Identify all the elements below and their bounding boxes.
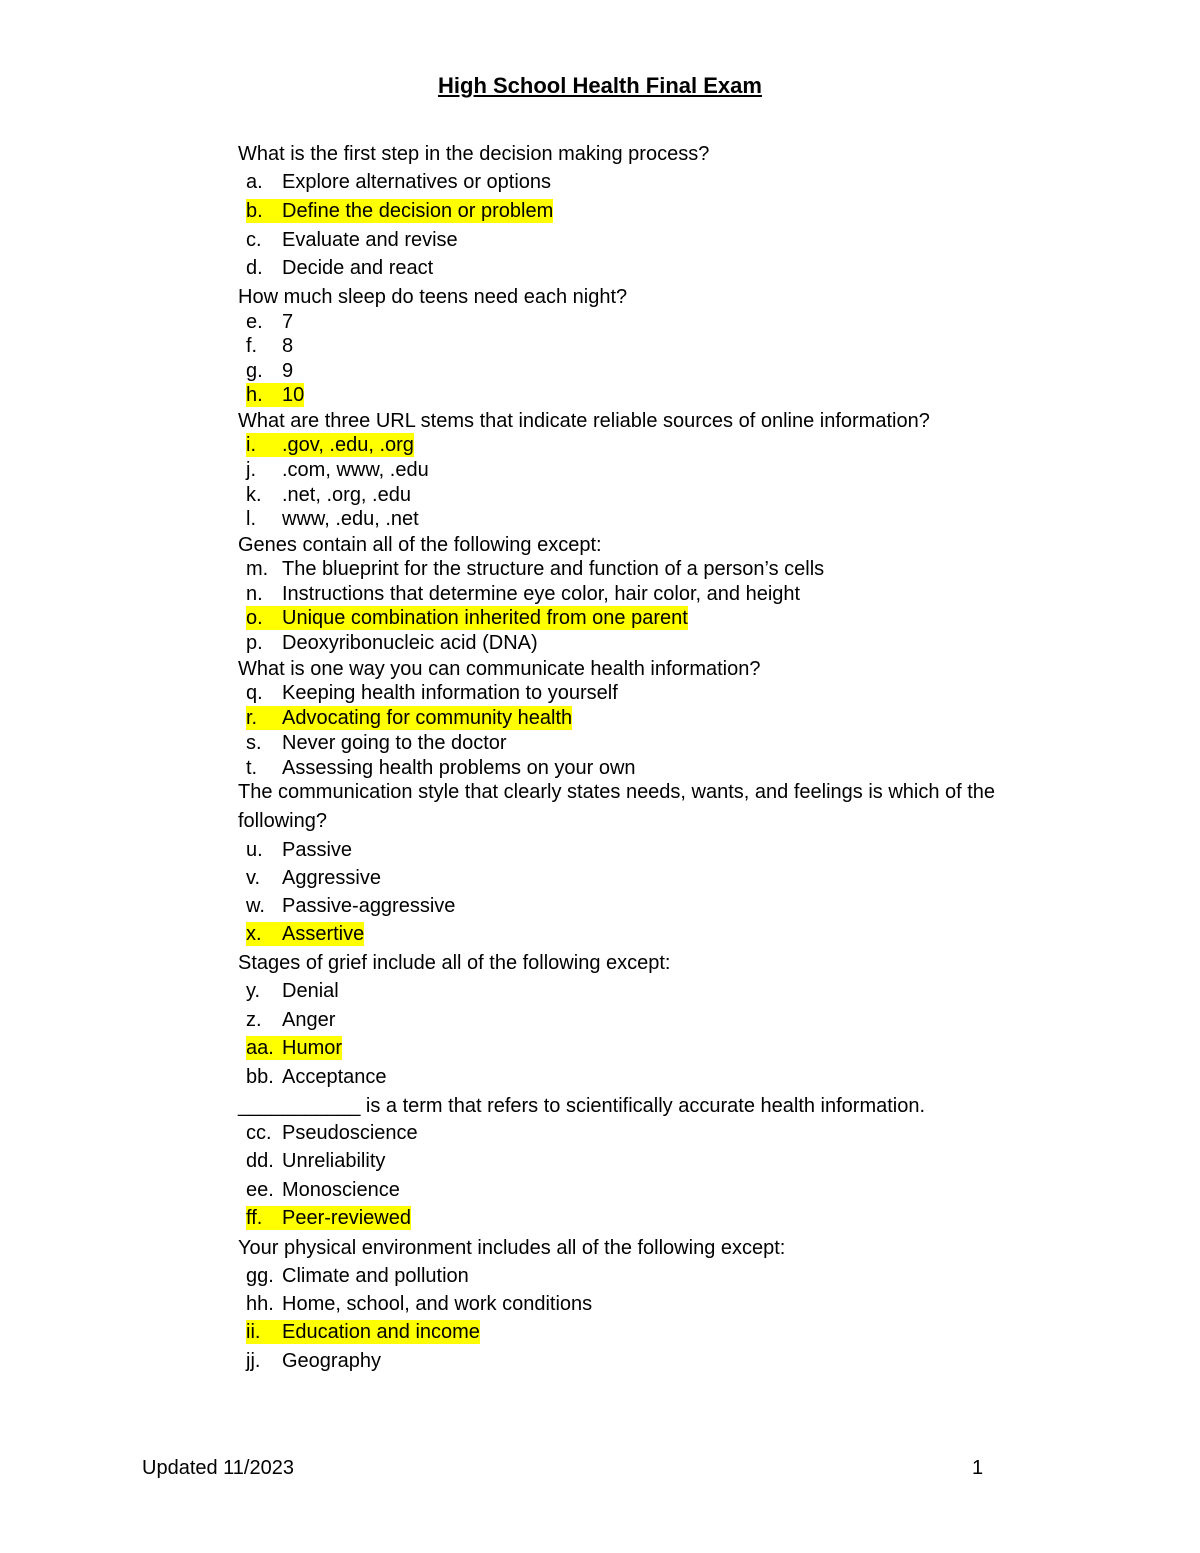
answer-option — [246, 1178, 400, 1202]
option-text: Evaluate and revise — [282, 229, 458, 251]
question-text: What is the first step in the decision making process? — [238, 143, 710, 165]
answer-option — [246, 979, 339, 1003]
option-text: .gov, .edu, .org — [282, 434, 414, 456]
option-text: Education and income — [282, 1321, 480, 1343]
footer-updated-date: Updated 11/2023 — [142, 1457, 294, 1479]
option-text: .com, www, .edu — [282, 459, 429, 481]
option-text: Define the decision or problem — [282, 200, 554, 222]
option-text: Instructions that determine eye color, hair color, and height — [282, 583, 801, 605]
answer-option — [246, 256, 433, 280]
option-text: Passive — [282, 839, 353, 861]
option-letter: t. — [246, 757, 258, 779]
option-letter: x. — [246, 923, 262, 945]
option-text: Home, school, and work conditions — [282, 1293, 593, 1315]
answer-option — [246, 681, 618, 705]
option-text: Anger — [282, 1009, 336, 1031]
question-text: Your physical environment includes all of the following except: — [238, 1237, 786, 1259]
option-text: Peer-reviewed — [282, 1207, 411, 1229]
option-letter: u. — [246, 839, 263, 861]
option-letter: bb. — [246, 1066, 274, 1088]
option-letter: gg. — [246, 1265, 274, 1287]
answer-option-correct — [246, 383, 304, 407]
option-text: Advocating for community health — [282, 707, 573, 729]
question-text: What is one way you can communicate health information? — [238, 658, 761, 680]
option-text: Aggressive — [282, 867, 381, 889]
answer-option — [246, 1121, 418, 1145]
option-text: Deoxyribonucleic acid (DNA) — [282, 632, 538, 654]
question-text: Genes contain all of the following except: — [238, 534, 602, 556]
option-letter: n. — [246, 583, 263, 605]
option-letter: r. — [246, 707, 258, 729]
page-number: 1 — [972, 1457, 984, 1479]
option-letter: f. — [246, 335, 258, 357]
answer-option-correct — [246, 199, 553, 223]
answer-option-correct — [246, 606, 688, 630]
answer-option — [246, 557, 824, 581]
option-letter: p. — [246, 632, 263, 654]
option-letter: j. — [246, 459, 256, 481]
option-letter: aa. — [246, 1037, 274, 1059]
answer-option-correct — [246, 433, 414, 457]
option-text: Assessing health problems on your own — [282, 757, 636, 779]
question-text: Stages of grief include all of the following except: — [238, 952, 671, 974]
option-letter: e. — [246, 311, 263, 333]
option-text: Unique combination inherited from one parent — [282, 607, 688, 629]
option-letter: v. — [246, 867, 261, 889]
answer-option — [246, 1292, 592, 1316]
option-letter: ff. — [246, 1207, 263, 1229]
answer-option — [246, 170, 551, 194]
option-letter: g. — [246, 360, 263, 382]
answer-option — [246, 1065, 387, 1089]
answer-option — [246, 894, 455, 918]
page-title: High School Health Final Exam — [438, 73, 762, 98]
option-letter: a. — [246, 171, 263, 193]
answer-option — [246, 359, 293, 383]
question-text: The communication style that clearly states needs, wants, and feelings is which of the following? — [238, 781, 996, 832]
answer-option — [246, 228, 458, 252]
option-letter: i. — [246, 434, 256, 456]
option-text: 8 — [282, 335, 294, 357]
answer-option — [246, 334, 293, 358]
option-text: Acceptance — [282, 1066, 387, 1088]
option-text: Keeping health information to yourself — [282, 682, 618, 704]
answer-option — [246, 507, 419, 531]
answer-option — [246, 866, 381, 890]
answer-option — [246, 582, 800, 606]
option-letter: hh. — [246, 1293, 274, 1315]
option-letter: d. — [246, 257, 263, 279]
option-text: 9 — [282, 360, 294, 382]
option-text: www, .edu, .net — [282, 508, 419, 530]
option-text: Humor — [282, 1037, 343, 1059]
answer-option — [246, 756, 636, 780]
answer-option — [246, 731, 507, 755]
option-text: Decide and react — [282, 257, 434, 279]
answer-option — [246, 1264, 469, 1288]
option-letter: dd. — [246, 1150, 274, 1172]
option-letter: b. — [246, 200, 263, 222]
answer-option — [246, 838, 352, 862]
option-letter: h. — [246, 384, 263, 406]
option-text: Pseudoscience — [282, 1122, 418, 1144]
option-text: Passive-aggressive — [282, 895, 456, 917]
answer-option-correct — [246, 1320, 480, 1344]
option-text: 7 — [282, 311, 294, 333]
option-text: Assertive — [282, 923, 365, 945]
answer-option — [246, 631, 538, 655]
answer-option-correct — [246, 1036, 342, 1060]
option-letter: cc. — [246, 1122, 272, 1144]
question-text: How much sleep do teens need each night? — [238, 286, 628, 308]
question-text: ___________ is a term that refers to scientifically accurate health information. — [238, 1095, 926, 1117]
option-letter: m. — [246, 558, 269, 580]
option-letter: ee. — [246, 1179, 274, 1201]
answer-option — [246, 483, 411, 507]
option-text: Explore alternatives or options — [282, 171, 552, 193]
option-letter: w. — [246, 895, 265, 917]
answer-option-correct — [246, 1206, 411, 1230]
option-text: 10 — [282, 384, 305, 406]
option-letter: k. — [246, 484, 262, 506]
option-text: Unreliability — [282, 1150, 386, 1172]
answer-option — [246, 458, 429, 482]
option-letter: y. — [246, 980, 261, 1002]
option-text: Denial — [282, 980, 339, 1002]
answer-option-correct — [246, 706, 572, 730]
answer-option — [246, 1008, 335, 1032]
answer-option — [246, 1149, 385, 1173]
option-text: Never going to the doctor — [282, 732, 507, 754]
answer-option — [246, 310, 293, 334]
option-letter: ii. — [246, 1321, 261, 1343]
option-text: The blueprint for the structure and function of a person’s cells — [282, 558, 825, 580]
option-letter: o. — [246, 607, 263, 629]
option-letter: z. — [246, 1009, 262, 1031]
option-text: Climate and pollution — [282, 1265, 469, 1287]
answer-option-correct — [246, 922, 364, 946]
option-text: Monoscience — [282, 1179, 400, 1201]
answer-option — [246, 1349, 381, 1373]
option-text: Geography — [282, 1350, 381, 1372]
option-letter: q. — [246, 682, 263, 704]
option-letter: c. — [246, 229, 262, 251]
question-text: What are three URL stems that indicate reliable sources of online information? — [238, 410, 930, 432]
option-letter: s. — [246, 732, 262, 754]
option-text: .net, .org, .edu — [282, 484, 411, 506]
option-letter: l. — [246, 508, 256, 530]
option-letter: jj. — [246, 1350, 261, 1372]
